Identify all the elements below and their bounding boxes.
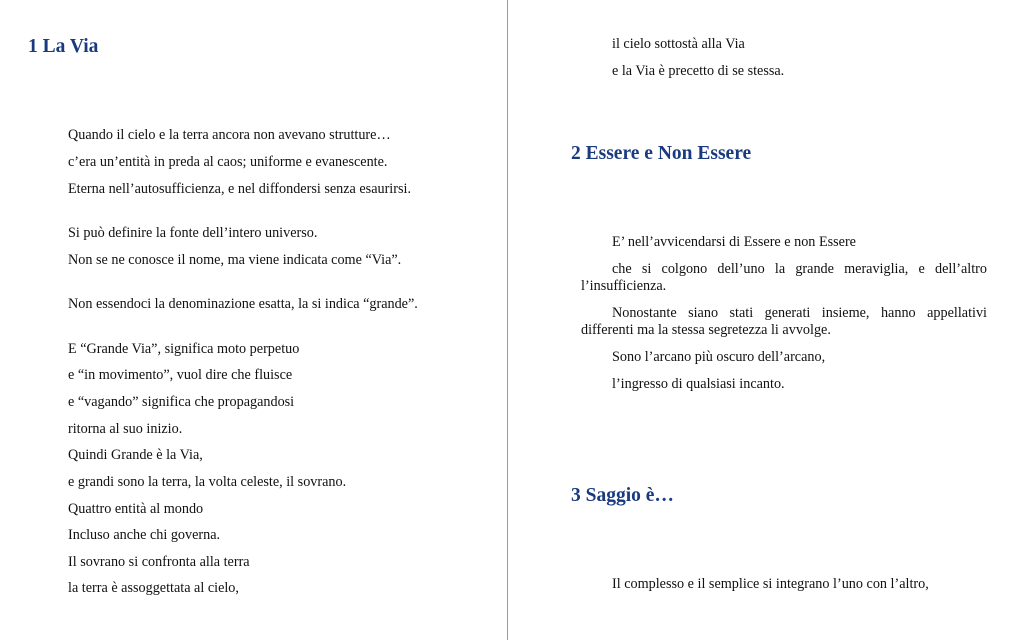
paragraph: e “vagando” significa che propagandosi <box>68 394 295 410</box>
paragraph: il cielo sottostà alla Via <box>612 36 745 52</box>
paragraph: E “Grande Via”, significa moto perpetuo <box>68 341 300 357</box>
paragraph: Eterna nell’autosufficienza, e nel diffondersi senza esaurirsi. <box>68 181 411 197</box>
paragraph: Nonostante siano stati generati insieme, hanno appellativi differenti ma la stessa segretezza li avvolge. <box>581 305 987 338</box>
paragraph: e la Via è precetto di se stessa. <box>612 63 785 79</box>
paragraph: c’era un’entità in preda al caos; uniforme e evanescente. <box>68 154 388 170</box>
paragraph: Non essendoci la denominazione esatta, la si indica “grande”. <box>68 296 418 312</box>
paragraph: e grandi sono la terra, la volta celeste, il sovrano. <box>68 474 347 490</box>
paragraph: Quando il cielo e la terra ancora non avevano strutture… <box>68 127 391 143</box>
right-page <box>508 0 1022 640</box>
paragraph: Incluso anche chi governa. <box>68 527 221 543</box>
paragraph: Non se ne conosce il nome, ma viene indicata come “Via”. <box>68 252 402 268</box>
paragraph: Il complesso e il semplice si integrano l’uno con l’altro, <box>612 576 929 592</box>
paragraph: che si colgono dell’uno la grande meraviglia, e dell’altro l’insufficienza. <box>581 261 987 294</box>
paragraph: E’ nell’avvicendarsi di Essere e non Essere <box>612 234 856 250</box>
paragraph: ritorna al suo inizio. <box>68 421 183 437</box>
paragraph: Quattro entità al mondo <box>68 501 204 517</box>
chapter-1-heading: 1 La Via <box>28 36 99 57</box>
left-page <box>0 0 507 640</box>
chapter-2-heading: 2 Essere e Non Essere <box>571 143 752 164</box>
paragraph: Il sovrano si confronta alla terra <box>68 554 250 570</box>
paragraph: Sono l’arcano più oscuro dell’arcano, <box>612 349 826 365</box>
paragraph: l’ingresso di qualsiasi incanto. <box>612 376 785 392</box>
chapter-3-heading: 3 Saggio è… <box>571 485 674 506</box>
paragraph: la terra è assoggettata al cielo, <box>68 580 239 596</box>
paragraph: Quindi Grande è la Via, <box>68 447 203 463</box>
paragraph: Si può definire la fonte dell’intero universo. <box>68 225 318 241</box>
paragraph: e “in movimento”, vuol dire che fluisce <box>68 367 293 383</box>
